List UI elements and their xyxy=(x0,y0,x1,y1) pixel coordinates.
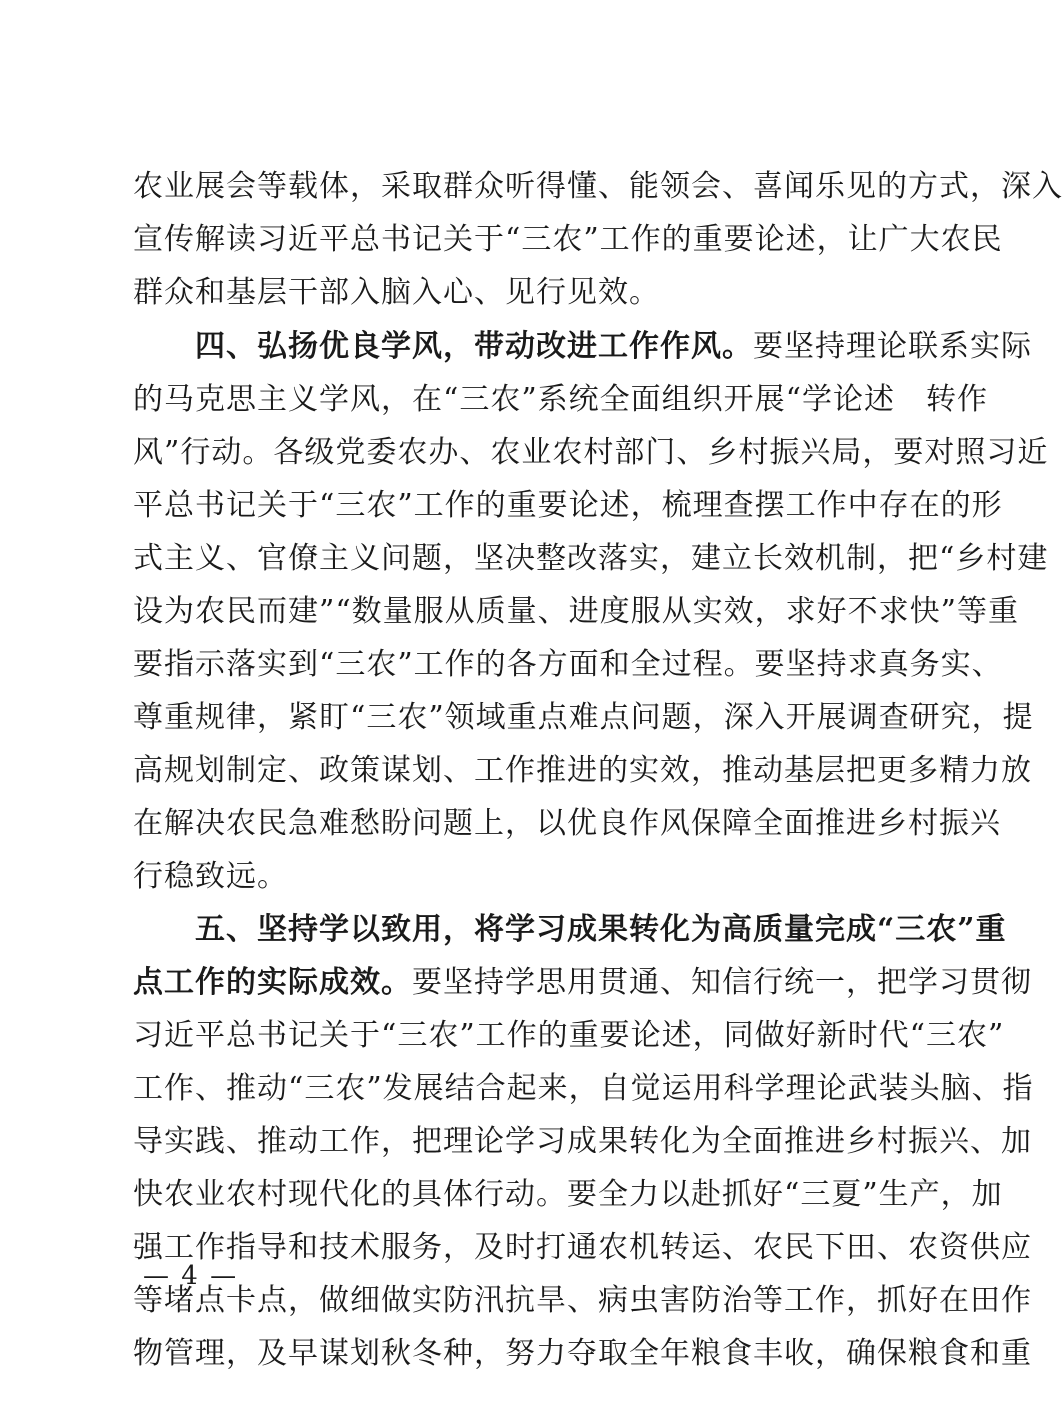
paragraph-line: 强工作指导和技术服务，及时打通农机转运、农民下田、农资供应 xyxy=(133,1230,1032,1265)
paragraph-section-four xyxy=(133,320,1049,903)
section-heading: 五、坚持学以致用，将学习成果转化为高质量完成“三农”重 xyxy=(195,912,1007,947)
paragraph-line: 尊重规律，紧盯“三农”领域重点难点问题，深入开展调查研究，提 xyxy=(133,700,1034,735)
paragraph-line: 宣传解读习近平总书记关于“三农”工作的重要论述，让广大农民 xyxy=(133,222,1003,257)
section-heading: 四、弘扬优良学风，带动改进工作作风。 xyxy=(195,329,753,364)
paragraph-line: 农业展会等载体，采取群众听得懂、能领会、喜闻乐见的方式，深入 xyxy=(133,169,1063,204)
paragraph-section-five xyxy=(133,903,1034,1380)
paragraph-line: 式主义、官僚主义问题，坚决整改落实，建立长效机制，把“乡村建 xyxy=(133,541,1049,576)
paragraph-line: 风”行动。各级党委农办、农业农村部门、乡村振兴局，要对照习近 xyxy=(133,435,1049,470)
paragraph-line: 物管理，及早谋划秋冬种，努力夺取全年粮食丰收，确保粮食和重 xyxy=(133,1336,1032,1371)
paragraph-line: 在解决农民急难愁盼问题上，以优良作风保障全面推进乡村振兴 xyxy=(133,806,1001,841)
paragraph-line: 要指示落实到“三农”工作的各方面和全过程。要坚持求真务实、 xyxy=(133,647,1003,682)
paragraph-line: 高规划制定、政策谋划、工作推进的实效，推动基层把更多精力放 xyxy=(133,753,1032,788)
paragraph-continuation xyxy=(133,160,1063,319)
paragraph-line: 行稳致远。 xyxy=(133,859,288,894)
paragraph-second-line xyxy=(133,956,1032,1009)
paragraph-line: 等堵点卡点，做细做实防汛抗旱、病虫害防治等工作，抓好在田作 xyxy=(133,1283,1032,1318)
paragraph-text: 要坚持学思用贯通、知信行统一，把学习贯彻 xyxy=(412,965,1032,1000)
paragraph-line: 群众和基层干部入脑入心、见行见效。 xyxy=(133,275,660,310)
paragraph-line: 设为农民而建”“数量服从质量、进度服从实效，求好不求快”等重 xyxy=(133,594,1020,629)
paragraph-first-line xyxy=(133,320,1032,373)
paragraph-line: 快农业农村现代化的具体行动。要全力以赴抓好“三夏”生产，加 xyxy=(133,1177,1003,1212)
paragraph-line: 平总书记关于“三农”工作的重要论述，梳理查摆工作中存在的形 xyxy=(133,488,1003,523)
paragraph-text: 要坚持理论联系实际 xyxy=(753,329,1032,364)
paragraph-line: 导实践、推动工作，把理论学习成果转化为全面推进乡村振兴、加 xyxy=(133,1124,1032,1159)
paragraph-line: 习近平总书记关于“三农”工作的重要论述，同做好新时代“三农” xyxy=(133,1018,1005,1053)
page-number: — 4 — xyxy=(143,1261,239,1291)
paragraph-line: 的马克思主义学风，在“三农”系统全面组织开展“学论述 转作 xyxy=(133,382,989,417)
section-heading-continued: 点工作的实际成效。 xyxy=(133,965,412,1000)
paragraph-line: 工作、推动“三农”发展结合起来，自觉运用科学理论武装头脑、指 xyxy=(133,1071,1034,1106)
